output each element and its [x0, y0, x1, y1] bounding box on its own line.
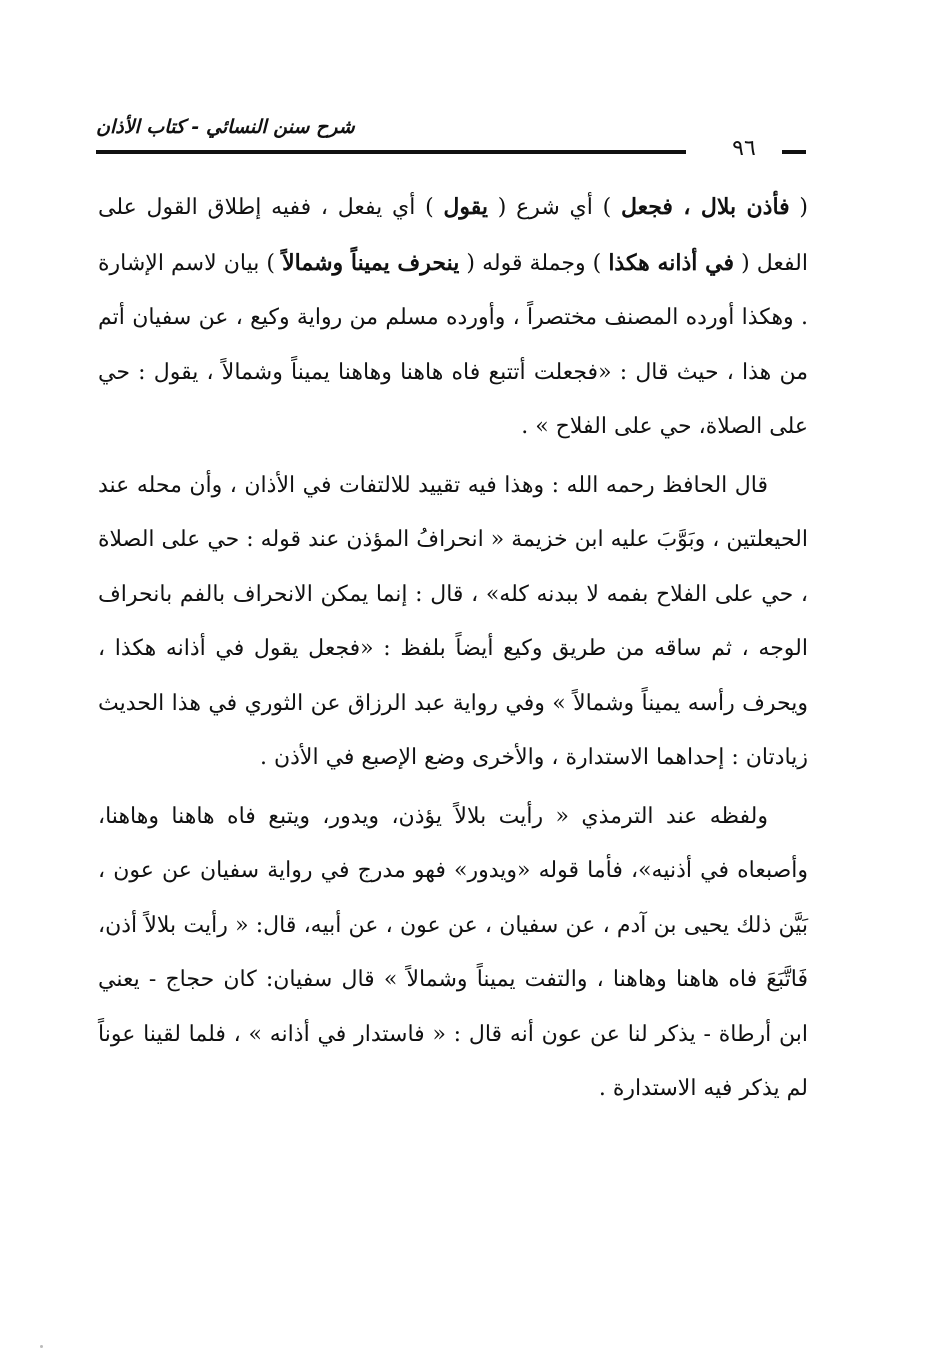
text-segment: قال الحافظ رحمه الله : وهذا فيه تقييد للالتفات في الأذان ، وأن محله عند الحيعلتين ، وبَوَّبَ عليه ابن خزيمة « انحرافُ المؤذن عند قوله : حي على الصلاة ، حي على الفلاح بفمه لا ببدنه كله» ، قال : إنما يمكن الانحراف بالفم بانحراف الوجه ، ثم ساقه من طريق وكيع أيضاً بلفظ : «فجعل يقول في أذانه هكذا ، ويحرف رأسه يميناً وشمالاً » وفي رواية عبد الرزاق عن الثوري في هذا الحديث زيادتان : إحداهما الاستدارة ، والأخرى وضع الإصبع في الأذن . — [98, 472, 808, 770]
scan-speck — [40, 1345, 43, 1348]
page-header — [96, 112, 806, 162]
paragraph-1 — [98, 180, 808, 455]
page-body — [98, 180, 808, 1121]
text-segment: ) أي يفعل ، ففيه إطلاق القول على الفعل ( — [98, 195, 808, 276]
text-segment: ) أي شرع ( — [488, 195, 621, 220]
running-header-title: شرح سنن النسائي - كتاب الأذان — [96, 116, 355, 138]
quoted-hadith-text: يقول — [443, 194, 489, 220]
quoted-hadith-text: فأذن بلال ، فجعل — [620, 194, 790, 220]
page-number: ٩٦ — [732, 136, 756, 161]
text-segment: ) وجملة قوله ( — [459, 250, 609, 276]
text-segment: ولفظه عند الترمذي « رأيت بلالاً يؤذن، ويدور، ويتبع فاه هاهنا وهاهنا، وأصبعاه في أذنيه»، فأما قوله «ويدور» فهو مدرج في رواية سفيان عن عون ، بَيَّن ذلك يحيى بن آدم ، عن سفيان ، عن عون ، عن أبيه، قال: « رأيت بلالاً أذن، فَاتَّبَعَ فاه هاهنا وهاهنا ، والتفت يميناً وشمالاً » قال سفيان: كان حجاج - يعني ابن أرطاة - يذكر لنا عن عون أنه قال : « فاستدار في أذانه » ، فلما لقينا عوناً لم يذكر فيه الاستدارة . — [98, 803, 808, 1101]
text-segment: ( — [789, 195, 808, 220]
page-number-dash — [782, 150, 806, 154]
header-rule — [96, 150, 686, 154]
text-segment: ) بيان لاسم الإشارة . وهكذا أورده المصنف مختصراً ، وأورده مسلم من رواية وكيع ، عن سفيان أتم من هذا ، حيث قال : «فجعلت أتتبع فاه هاهنا وهاهنا يميناً وشمالاً ، يقول : حي على الصلاة، حي على الفلاح » . — [98, 250, 808, 439]
quoted-hadith-text: في أذانه هكذا — [608, 249, 735, 276]
paragraph-3 — [98, 790, 808, 1117]
quoted-hadith-text: ينحرف يميناً وشمالاً — [282, 249, 460, 276]
paragraph-2 — [98, 459, 808, 786]
